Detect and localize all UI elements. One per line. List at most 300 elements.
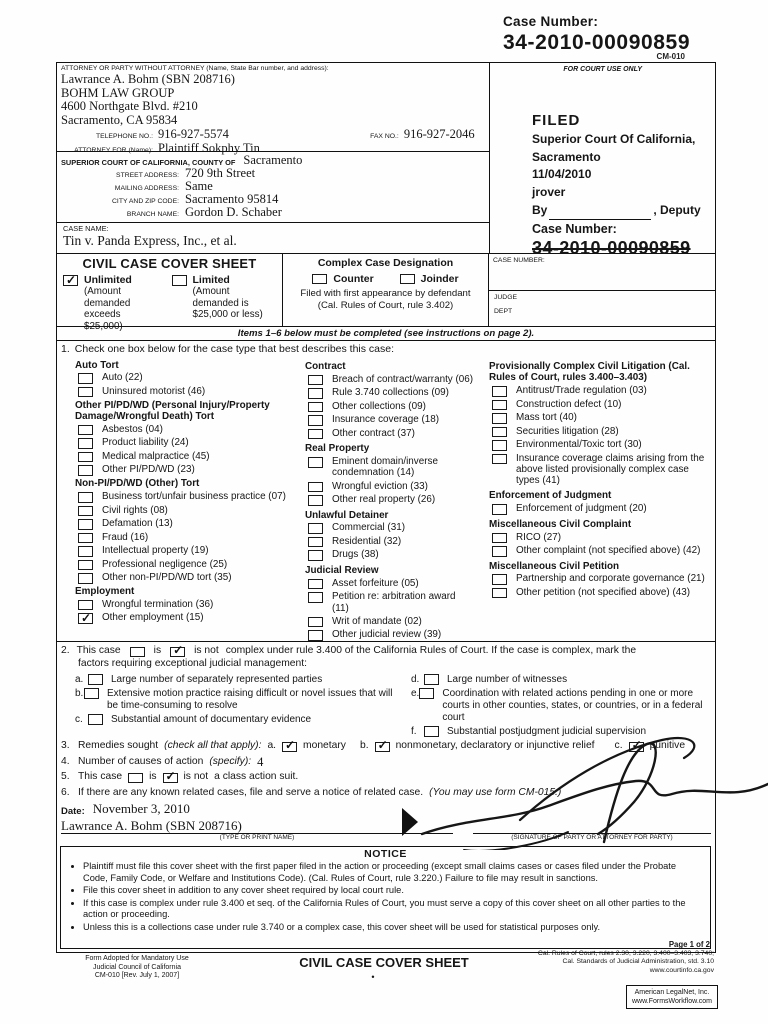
case-type-checkbox[interactable] [78,492,93,503]
counter-checkbox[interactable] [312,274,327,285]
case-type-checkbox[interactable] [78,387,93,398]
case-type-option [492,573,713,585]
case-type-option [78,386,291,398]
mailing-address-label: MAILING ADDRESS: [114,185,179,192]
limited-checkbox[interactable] [172,275,187,286]
dept-label: DEPT [494,308,513,315]
item5-pre: This case [78,771,123,782]
case-type-option [308,481,475,493]
punitive-checkbox-checked[interactable] [629,742,644,753]
case-type-option [308,549,475,561]
case-type-checkbox[interactable] [308,550,323,561]
case-type-label: RICO (27) [516,531,561,543]
item2-number: 2. [61,645,70,656]
case-type-group-heading: Other PI/PD/WD (Personal Injury/Property Damage/Wrongful Death) Tort [75,399,270,423]
court-use-section [489,63,715,258]
case-type-option [78,372,291,384]
case-type-group-heading: Non-PI/PD/WD (Other) Tort [75,478,200,490]
case-type-label: Petition re: arbitration award (11) [332,591,456,614]
case-type-label: Auto (22) [102,372,143,384]
notice-item: • File this cover sheet in addition to any cover sheet required by local court rule. [83,885,702,897]
case-type-checkbox[interactable] [492,546,507,557]
case-type-option [78,518,291,530]
date-signature-section [57,800,715,845]
case-type-group-heading: Real Property [305,443,370,455]
case-type-option [78,505,291,517]
case-type-label: Writ of mandate (02) [332,615,422,627]
case-type-checkbox[interactable] [78,506,93,517]
branch-name-label: BRANCH NAME: [126,211,179,218]
case-type-checkbox[interactable] [492,533,507,544]
filed-court-line2: Sacramento [532,149,601,164]
factor-checkbox[interactable] [88,674,103,685]
item5-post: a class action suit. [214,771,299,782]
case-type-group-heading: Miscellaneous Civil Complaint [489,518,632,530]
case-name-value: Tin v. Panda Express, Inc., et al. [63,233,237,248]
joinder-option [400,273,459,285]
item2-pre: This case [76,645,121,656]
case-type-checkbox[interactable] [308,592,323,603]
case-type-option [78,545,291,557]
case-type-label: Civil rights (08) [102,504,168,516]
filed-clerk: jrover [532,184,566,199]
case-type-checkbox[interactable] [492,400,507,411]
case-type-label: Insurance coverage (18) [332,414,440,426]
branch-name-value: Gordon D. Schaber [185,205,282,219]
case-type-option [78,612,291,624]
case-number-cell [489,254,715,326]
item2-post: complex under rule 3.400 of the California Rules of Court. If the case is complex, mark the [225,645,637,656]
limited-sub-label: (Amount demanded is $25,000 or less) [192,286,263,320]
complex-factor [75,714,397,726]
date-label: Date: [61,806,85,817]
complex-factor [75,688,397,712]
case-type-column-2 [291,357,475,643]
counter-label: Counter [333,273,374,285]
factor-label: Extensive motion practice raising difficult or novel issues that will be time-consuming to resolve [107,688,393,712]
unlimited-checkbox-checked[interactable] [63,275,78,286]
case-type-label: Enforcement of judgment (20) [516,503,647,515]
factor-label: Large number of separately represented parties [111,674,323,685]
footer-left-line1: Form Adopted for Mandatory Use [85,955,189,962]
case-type-label: Construction defect (10) [516,398,622,410]
attorney-label: ATTORNEY OR PARTY WITHOUT ATTORNEY (Name, State Bar number, and address): [61,65,329,72]
case-name-section [57,222,489,253]
case-type-option [492,399,713,411]
case-type-label: Securities litigation (28) [516,425,619,437]
case-type-column-3 [475,357,713,643]
case-type-label: Wrongful termination (36) [102,598,214,610]
factor-letter: a. [75,674,84,685]
unlimited-label: Unlimited [84,274,132,286]
case-type-label: Business tort/unfair business practice (07) [102,491,286,503]
item4-number: 4. [61,755,70,767]
case-type-option [308,494,475,506]
case-type-group-heading: Auto Tort [75,359,119,371]
factor-letter: c. [75,714,83,726]
filed-title: FILED [532,112,581,129]
case-type-option [308,456,475,479]
case-type-label: Antitrust/Trade regulation (03) [516,385,647,397]
case-type-label: Other judicial review (39) [332,629,442,641]
case-type-option [78,559,291,571]
factor-checkbox[interactable] [419,688,434,699]
case-type-label: Partnership and corporate governance (21) [516,573,705,585]
court-title-label: SUPERIOR COURT OF CALIFORNIA, COUNTY OF [61,158,236,167]
case-type-option [308,522,475,534]
case-type-option [492,503,713,515]
case-type-group-heading: Enforcement of Judgment [489,490,612,502]
footer-right-line2: Cal. Standards of Judicial Administration, std. 3.10 [562,958,714,966]
counter-option [312,273,373,285]
factor-checkbox[interactable] [424,726,439,737]
type-print-caption: (TYPE OR PRINT NAME) [219,834,295,841]
case-type-option [492,587,713,599]
case-type-label: Residential (32) [332,535,402,547]
is-label: is [153,645,162,656]
telephone-value: 916-927-5574 [158,127,229,141]
instruction-line: Items 1–6 below must be completed (see instructions on page 2). [57,326,715,340]
notice-title: NOTICE [364,848,407,860]
filed-stamp [532,111,720,258]
attorney-section [57,63,489,155]
case-type-group-heading: Miscellaneous Civil Petition [489,560,620,572]
cover-sheet-cell [57,254,283,332]
case-type-checkbox[interactable] [308,429,323,440]
street-address-label: STREET ADDRESS: [116,172,179,179]
monetary-checkbox-checked[interactable] [282,742,297,753]
case-type-checkbox[interactable] [78,465,93,476]
case-type-label: Other contract (37) [332,427,415,439]
case-type-checkbox[interactable] [78,519,93,530]
cover-sheet-title: CIVIL CASE COVER SHEET [82,256,257,271]
case-type-option [78,572,291,584]
item5-is-not-label: is not [183,771,209,782]
complex-factor [75,674,397,686]
item1-intro: Check one box below for the case type that best describes this case: [74,343,395,355]
footer-title: CIVIL CASE COVER SHEET [299,955,469,970]
case-type-label: Wrongful eviction (33) [332,480,428,492]
case-type-option [492,412,713,424]
item1-case-type [57,340,715,641]
item5-is-label: is [149,771,157,782]
limited-label: Limited [192,274,230,286]
item4-paren: (specify): [209,755,252,767]
city-zip-label: CITY AND ZIP CODE: [112,198,179,205]
footer-rules-info [474,950,714,975]
fax-label: FAX NO.: [370,133,399,140]
attorney-name: Lawrance A. Bohm (SBN 208716) [61,72,235,86]
case-type-label: Intellectual property (19) [102,545,209,557]
case-type-checkbox-checked[interactable] [78,613,93,624]
case-type-checkbox[interactable] [308,523,323,534]
cover-sheet-row [57,253,715,332]
case-type-label: Environmental/Toxic tort (30) [516,439,642,451]
notice-item: • Unless this is a collections case under rule 3.740 or a complex case, this cover sheet will be used for statistical purposes only. [83,922,702,934]
filed-case-number-label: Case Number: [532,222,617,236]
case-type-checkbox[interactable] [308,579,323,590]
case-type-checkbox[interactable] [492,440,507,451]
complex-factor [411,688,711,723]
complex-factors-left [61,672,397,740]
joinder-label: Joinder [420,273,459,285]
notice-item: • If this case is complex under rule 3.400 et seq. of the California Rules of Court, you must serve a copy of this cover sheet on all other parties to the action or proceeding. [83,898,702,921]
monetary-label: monetary [303,740,346,751]
case-type-checkbox[interactable] [308,388,323,399]
case-type-label: Other non-PI/PD/WD tort (35) [102,572,232,584]
case-type-option [308,387,475,399]
unlimited-option [61,274,170,332]
case-type-checkbox[interactable] [492,454,507,465]
item6-pre: If there are any known related cases, file and serve a notice of related case. [78,786,424,798]
notice-list [69,861,702,934]
notice-section [60,846,711,949]
case-type-option [492,532,713,544]
footnote-mark: • [371,972,375,982]
attorney-for-value: Plaintiff Sokphy Tin [158,141,260,155]
case-type-label: Fraud (16) [102,531,149,543]
item5-class-action [61,771,711,783]
case-type-label: Defamation (13) [102,518,173,530]
case-type-option [78,451,291,463]
item6-paren: (You may use form CM-015.) [429,786,562,798]
case-type-checkbox[interactable] [78,560,93,571]
factor-checkbox[interactable] [88,714,103,725]
complex-note-2: (Cal. Rules of Court, rule 3.402) [317,299,454,311]
case-type-group-heading: Judicial Review [305,564,379,576]
item3-c-letter: c. [614,740,623,751]
case-type-checkbox[interactable] [78,600,93,611]
factor-letter: f. [411,726,417,738]
case-type-label: Rule 3.740 collections (09) [332,387,449,399]
complex-factor [411,726,711,738]
signature-line [473,818,711,834]
complex-designation-cell [283,254,489,326]
case-type-option [492,453,713,487]
footer-right-line1: Cal. Rules of Court, rules 2.30, 3.220, 3.400–3.403, 3.740; [537,950,714,957]
judge-label: JUDGE [494,294,518,301]
filed-date: 11/04/2010 [532,167,592,181]
factor-letter: b. [75,688,84,700]
item3-number: 3. [61,740,70,751]
case-type-label: Other employment (15) [102,612,204,624]
filed-by-row [532,201,720,220]
case-type-option [308,616,475,628]
case-type-label: Other PI/PD/WD (23) [102,464,195,476]
case-type-option [78,532,291,544]
attorney-city: Sacramento, CA 95834 [61,112,178,127]
case-type-checkbox[interactable] [78,546,93,557]
case-type-label: Breach of contract/warranty (06) [332,373,474,385]
court-county-value: Sacramento [243,153,303,167]
is-not-label: is not [194,645,219,656]
cell-case-number-label: CASE NUMBER: [493,257,545,264]
case-type-label: Product liability (24) [102,437,189,449]
attorney-firm: BOHM LAW GROUP [61,85,175,100]
item5-number: 5. [61,771,70,782]
case-type-group-heading: Employment [75,586,135,598]
item4-causes [61,756,711,768]
case-type-checkbox[interactable] [492,574,507,585]
case-type-option [78,424,291,436]
item3-remedies [61,740,711,752]
case-type-checkbox[interactable] [308,482,323,493]
case-type-label: Asset forfeiture (05) [332,577,419,589]
case-type-option [308,578,475,590]
legalnet-line1: American LegalNet, Inc. [634,989,710,996]
case-type-group-heading: Contract [305,361,346,372]
case-type-checkbox[interactable] [308,375,323,386]
case-type-option [492,439,713,451]
city-zip-value: Sacramento 95814 [185,192,279,206]
page-number: Page 1 of 2 [668,940,710,949]
case-type-label: Uninsured motorist (46) [102,385,206,397]
case-type-option [308,629,475,641]
case-type-option [308,536,475,548]
case-type-option [308,374,475,386]
item2-line2: factors requiring exceptional judicial management: [78,658,307,669]
filed-case-number-value: 34-2010-00090859 [532,238,691,258]
complex-factor [411,674,711,686]
filed-by-label: By [532,203,548,217]
form-code-label: CM-010 [656,52,685,61]
signature-caption: (SIGNATURE OF PARTY OR ATTORNEY FOR PARTY) [511,834,673,841]
case-type-option [492,545,713,557]
case-type-checkbox[interactable] [492,413,507,424]
factor-label: Large number of witnesses [447,674,568,685]
case-type-label: Asbestos (04) [102,423,163,435]
case-type-label: Drugs (38) [332,549,379,561]
case-type-label: Commercial (31) [332,522,405,534]
case-type-group-heading: Provisionally Complex Civil Litigation (Cal. Rules of Court, rules 3.400–3.403) [489,361,690,384]
cm010-form [56,62,716,953]
is-not-complex-checkbox-checked[interactable] [170,647,185,658]
item3-pre: Remedies sought [78,740,159,751]
factor-checkbox[interactable] [84,688,99,699]
case-type-label: Insurance coverage claims arising from the above listed provisionally complex case types (41) [516,452,705,487]
case-type-checkbox[interactable] [308,457,323,468]
case-type-option [78,437,291,449]
print-name-value: Lawrance A. Bohm (SBN 208716) [61,818,453,834]
item6-related-cases [61,787,711,799]
factor-label: Coordination with related actions pending in one or more courts in other counties, states, or countries, or in a federal court [442,688,703,723]
case-number-value: 34-2010-00090859 [503,31,691,54]
telephone-label: TELEPHONE NO.: [95,133,153,140]
case-type-label: Other complaint (not specified above) (42) [516,545,701,557]
case-type-checkbox[interactable] [492,588,507,599]
for-court-use-label: FOR COURT USE ONLY [563,66,643,73]
item1-number: 1. [61,343,70,355]
case-type-checkbox[interactable] [492,386,507,397]
joinder-checkbox[interactable] [400,274,415,285]
item3-paren: (check all that apply): [164,740,262,751]
case-type-label: Professional negligence (25) [102,558,228,570]
nonmonetary-checkbox-checked[interactable] [375,742,390,753]
factor-label: Substantial postjudgment judicial supervision [447,726,647,738]
case-type-checkbox[interactable] [78,438,93,449]
item4-pre: Number of causes of action [78,755,204,767]
case-type-checkbox[interactable] [308,402,323,413]
unlimited-sub-label: (Amount demanded exceeds $25,000) [84,286,131,332]
case-type-label: Other real property (26) [332,494,436,506]
item3-a-letter: a. [267,740,277,751]
case-type-checkbox[interactable] [308,630,323,641]
item3-b-letter: b. [359,740,369,751]
case-type-checkbox[interactable] [78,373,93,384]
case-type-label: Other petition (not specified above) (43) [516,586,691,598]
case-type-checkbox[interactable] [78,533,93,544]
factor-checkbox[interactable] [424,674,439,685]
case-type-label: Other collections (09) [332,400,426,412]
limited-option [170,274,279,332]
attorney-street: 4600 Northgate Blvd. #210 [61,99,198,113]
complex-note-1: Filed with first appearance by defendant [300,288,471,299]
case-type-label: Eminent domain/inverse condemnation (14) [332,456,438,479]
attorney-for-label: ATTORNEY FOR (Name): [74,147,153,154]
case-type-option [308,401,475,413]
factor-letter: e. [411,688,420,700]
items-3-to-6 [57,738,715,800]
case-type-option [308,591,475,614]
court-section [57,151,489,222]
item6-number: 6. [61,786,70,798]
item2-complexity [57,641,715,738]
class-action-is-checkbox[interactable] [128,773,143,784]
case-name-label: CASE NAME: [63,224,109,233]
case-type-checkbox[interactable] [308,617,323,628]
case-type-option [492,426,713,438]
case-type-checkbox[interactable] [308,495,323,506]
case-type-checkbox[interactable] [78,573,93,584]
case-type-option [78,464,291,476]
street-address-value: 720 9th Street [185,166,256,180]
case-number-stamp [503,14,763,61]
footer-right-line3: www.courtinfo.ca.gov [649,966,714,974]
case-type-checkbox[interactable] [308,537,323,548]
case-number-label: Case Number: [503,14,599,29]
case-type-option [492,385,713,397]
case-type-checkbox[interactable] [492,504,507,515]
case-type-checkbox[interactable] [78,452,93,463]
case-type-option [308,414,475,426]
case-type-option [78,491,291,503]
case-type-group-heading: Unlawful Detainer [305,509,389,521]
factor-letter: d. [411,674,420,685]
punitive-label: punitive [649,740,686,751]
legalnet-line2: www.FormsWorkflow.com [632,998,712,1005]
filed-court-line1: Superior Court Of California, [532,132,696,146]
case-type-label: Medical malpractice (45) [102,450,210,462]
case-type-label: Mass tort (40) [516,412,577,424]
judge-dept-box [489,290,715,326]
case-type-checkbox[interactable] [308,415,323,426]
case-type-checkbox[interactable] [492,427,507,438]
filed-deputy-label: , Deputy [653,203,701,217]
complex-factors-right [397,672,711,740]
complex-designation-title: Complex Case Designation [317,257,454,269]
item4-value: 4 [257,754,264,769]
case-type-checkbox[interactable] [78,425,93,436]
date-value: November 3, 2010 [92,801,190,816]
footer-left-line3: CM-010 [Rev. July 1, 2007] [94,972,180,980]
notice-item: • Plaintiff must file this cover sheet with the first paper filed in the action or proceeding (except small claims cases or cases filed under the Probate Code, Family Code, or Welfare and Institutions Code). (Cal. Rules of Court, rule 3.220.) Failure to file may result in sanctions. [83,861,702,884]
is-complex-checkbox[interactable] [130,647,145,658]
mailing-address-value: Same [185,179,213,193]
footer-left-line2: Judicial Council of California [93,963,181,971]
class-action-is-not-checkbox-checked[interactable] [163,773,178,784]
case-type-option [78,599,291,611]
factor-label: Substantial amount of documentary evidence [111,714,312,726]
